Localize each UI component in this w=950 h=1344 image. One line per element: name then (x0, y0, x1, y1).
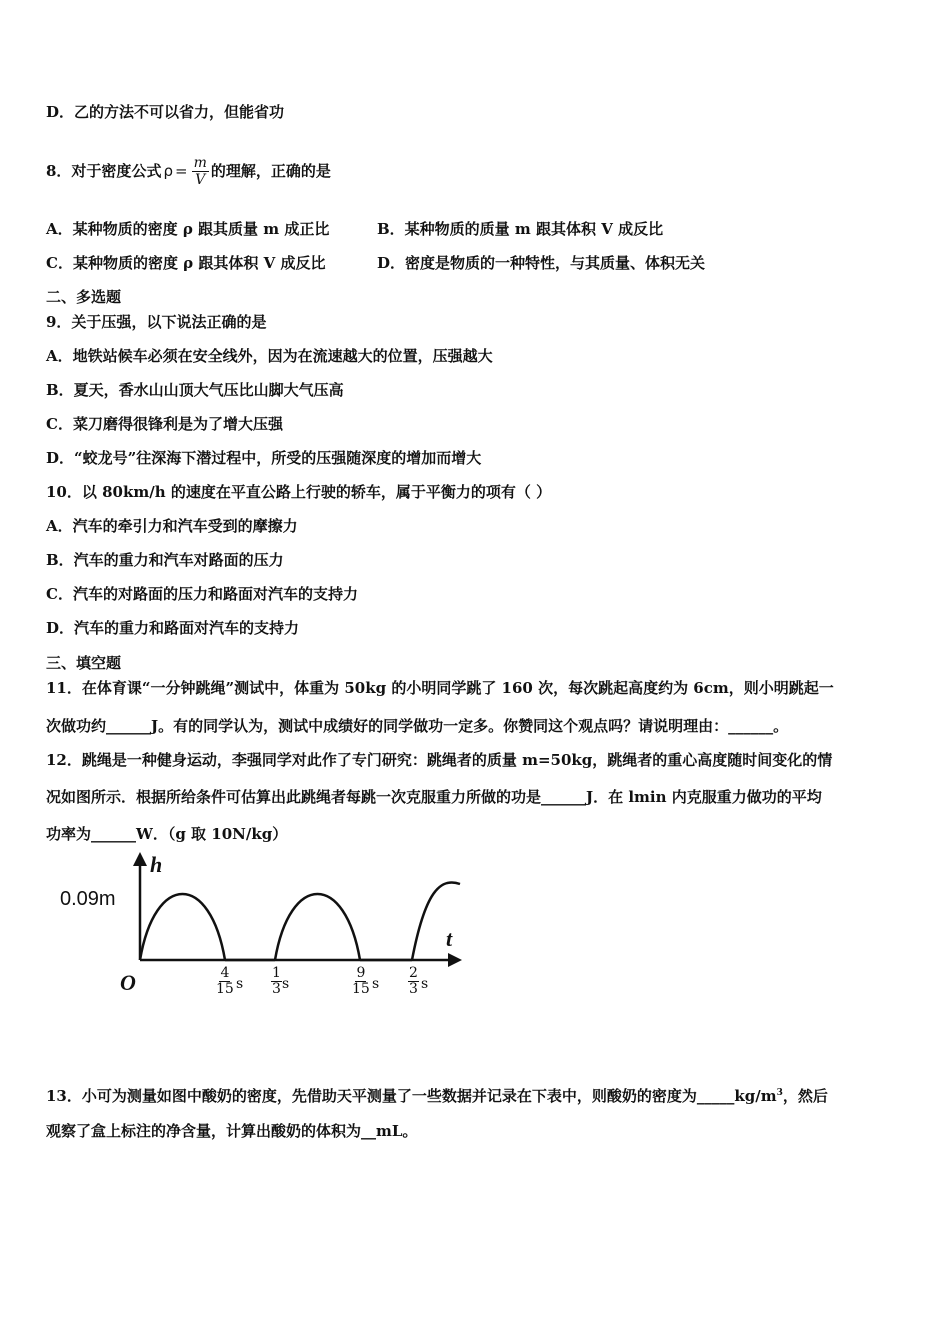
tick-2-3 (408, 966, 419, 997)
fraction-numerator: m (193, 154, 207, 171)
jump-height-graph (40, 852, 480, 1022)
tick-unit: s (282, 976, 290, 992)
q13-line-1-end: ，然后 (782, 1087, 828, 1105)
tick-unit: s (421, 976, 429, 992)
tick-9-15 (352, 966, 370, 997)
q9-option-d: D．“蛟龙号”往深海下潜过程中，所受的压强随深度的增加而增大 (46, 449, 482, 467)
x-axis-label: t (446, 926, 453, 951)
density-fraction (192, 155, 209, 188)
q11-line-1: 11．在体育课“一分钟跳绳”测试中，体重为 50kg 的小明同学跳了 160 次，每次跳起高度约为 6cm，则小明跳起一 (46, 679, 834, 697)
tick-unit: s (236, 976, 244, 992)
q10-option-b: B．汽车的重力和汽车对路面的压力 (46, 551, 284, 569)
fraction-denominator: V (195, 171, 206, 188)
height-label: 0.09m (60, 888, 116, 910)
section-heading-multiple-choice: 二、多选题 (46, 288, 122, 306)
tick-numerator: 4 (220, 965, 230, 981)
section-heading-fill-in: 三、填空题 (46, 654, 122, 672)
tick-numerator: 9 (356, 965, 366, 981)
q10-option-c: C．汽车的对路面的压力和路面对汽车的支持力 (46, 585, 358, 603)
q8-suffix: 的理解，正确的是 (210, 162, 331, 180)
tick-unit: s (372, 976, 380, 992)
tick-denominator: 3 (409, 981, 418, 997)
jump-arc-1 (140, 894, 225, 960)
tick-denominator: 15 (352, 981, 370, 997)
q10-stem: 10．以 80km/h 的速度在平直公路上行驶的轿车，属于平衡力的项有（ ） (46, 483, 552, 501)
jump-arc-3 (412, 882, 460, 960)
y-axis-label: h (150, 852, 163, 877)
q12-line-2: 况如图所示．根据所给条件可估算出此跳绳者每跳一次克服重力所做的功是______J．在 lmin 内克服重力做功的平均 (46, 788, 822, 806)
q11-line-2: 次做功约______J。有的同学认为，测试中成绩好的同学做功一定多。你赞同这个观点吗？请说明理由：______。 (46, 717, 789, 735)
q12-line-1: 12．跳绳是一种健身运动，李强同学对此作了专门研究：跳绳者的质量 m=50kg，跳绳者的重心高度随时间变化的情 (46, 751, 833, 769)
tick-4-15 (216, 966, 234, 997)
tick-1-3 (271, 966, 282, 997)
y-axis-arrow (133, 852, 147, 866)
q8-eq: = (174, 162, 188, 180)
unit-superscript: 3 (776, 1088, 783, 1098)
tick-denominator: 15 (216, 981, 234, 997)
origin-label: O (120, 970, 136, 995)
q8-option-a: A．某种物质的密度 ρ 跟其质量 m 成正比 (46, 220, 330, 238)
q8-option-c: C．某种物质的密度 ρ 跟其体积 V 成反比 (46, 254, 326, 272)
tick-numerator: 1 (272, 965, 281, 981)
q10-option-d: D．汽车的重力和路面对汽车的支持力 (46, 619, 300, 637)
q8-option-b: B．某种物质的质量 m 跟其体积 V 成反比 (377, 220, 664, 238)
q10-option-a: A．汽车的牵引力和汽车受到的摩擦力 (46, 517, 298, 535)
tick-denominator: 3 (272, 981, 281, 997)
q8-stem (46, 146, 331, 196)
q9-option-a: A．地铁站候车必须在安全线外，因为在流速越大的位置，压强越大 (46, 347, 493, 365)
q8-prefix: 8．对于密度公式 (46, 162, 162, 180)
q13-line-2: 观察了盒上标注的净含量，计算出酸奶的体积为__mL。 (46, 1122, 418, 1140)
q7-option-d: D．乙的方法不可以省力，但能省功 (46, 103, 285, 121)
q12-line-3: 功率为______W．（g 取 10N/kg） (46, 825, 288, 843)
q13-line-1 (46, 1083, 828, 1106)
q9-stem: 9．关于压强，以下说法正确的是 (46, 313, 267, 331)
q9-option-c: C．菜刀磨得很锋利是为了增大压强 (46, 415, 283, 433)
jump-arc-2 (275, 894, 360, 960)
q13-line-1-text: 13．小可为测量如图中酸奶的密度，先借助天平测量了一些数据并记录在下表中，则酸奶的密度为_____kg/m (46, 1087, 777, 1105)
tick-numerator: 2 (409, 965, 418, 981)
x-axis-arrow (448, 953, 462, 967)
q9-option-b: B．夏天，香水山山顶大气压比山脚大气压高 (46, 381, 344, 399)
q8-option-d: D．密度是物质的一种特性，与其质量、体积无关 (377, 254, 706, 272)
q8-rho: ρ (163, 162, 173, 180)
